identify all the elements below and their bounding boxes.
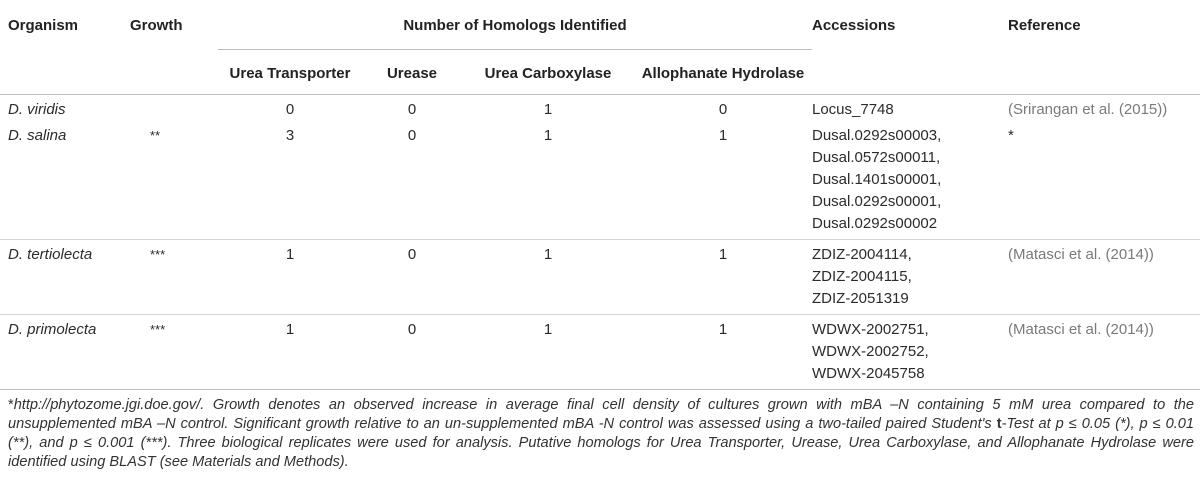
- table-footnote: [8, 396, 1194, 472]
- organism-cell: D. salina: [8, 127, 67, 144]
- urea-transporter-cell: 3: [285, 127, 295, 144]
- urease-cell: 0: [407, 127, 417, 144]
- footnote-url: http://phytozome.jgi.doe.gov/: [13, 397, 201, 413]
- reference-cell: *: [1008, 127, 1014, 144]
- footnote-divider: [0, 389, 1200, 390]
- table-row: [0, 315, 1200, 389]
- allophanate-hydrolase-cell: 1: [718, 246, 728, 263]
- growth-cell: ***: [150, 322, 166, 337]
- accessions-cell: [812, 125, 1008, 240]
- accession-item: Dusal.0292s00001,: [812, 193, 942, 210]
- accessions-cell: [812, 240, 1008, 315]
- urea-transporter-cell: 1: [285, 246, 295, 263]
- table-row: [0, 240, 1200, 315]
- organism-cell: D. tertiolecta: [8, 246, 93, 263]
- header-accessions: Accessions: [812, 17, 896, 34]
- organism-cell: D. viridis: [8, 101, 66, 118]
- table-row: [0, 95, 1200, 125]
- urease-cell: 0: [407, 321, 417, 338]
- reference-cell: (Srirangan et al. (2015)): [1008, 101, 1168, 118]
- urease-cell: 0: [407, 246, 417, 263]
- header-allophanate-hydrolase: Allophanate Hydrolase: [634, 50, 812, 95]
- organism-cell: D. primolecta: [8, 321, 97, 338]
- header-row: [0, 0, 1200, 50]
- header-growth: Growth: [130, 17, 183, 34]
- reference-cell: (Matasci et al. (2014)): [1008, 321, 1154, 338]
- accession-item: Dusal.0292s00002: [812, 215, 938, 232]
- header-organism: Organism: [8, 17, 79, 34]
- urea-carboxylase-cell: 1: [543, 101, 553, 118]
- header-reference: Reference: [1008, 17, 1081, 34]
- urea-carboxylase-cell: 1: [543, 321, 553, 338]
- accessions-cell: [812, 315, 1008, 389]
- urea-carboxylase-cell: 1: [543, 127, 553, 144]
- accession-item: Dusal.1401s00001,: [812, 171, 942, 188]
- table-row: [0, 125, 1200, 240]
- allophanate-hydrolase-cell: 1: [718, 127, 728, 144]
- accession-item: WDWX-2002752,: [812, 343, 929, 360]
- allophanate-hydrolase-cell: 1: [718, 321, 728, 338]
- accession-item: WDWX-2002751,: [812, 321, 929, 338]
- accession-item: ZDIZ-2004114,: [812, 246, 912, 263]
- footnote-t: t: [996, 416, 1002, 432]
- accession-item: ZDIZ-2051319: [812, 290, 909, 307]
- footnote-text-b: -Test at p ≤ 0.05 (*), p ≤ 0.01 (**), and p ≤ 0.001 (***). Three biological replicates were used for analysis. Putative homologs for Urea Transporter, Urease, Urea Carboxylase, and Allophanate Hydrolase were identified using BLAST (see Materials and Methods).: [8, 416, 1194, 470]
- reference-cell: (Matasci et al. (2014)): [1008, 246, 1154, 263]
- urea-transporter-cell: 0: [285, 101, 295, 118]
- footnote-star: *: [8, 397, 14, 413]
- accession-item: Dusal.0572s00011,: [812, 149, 941, 166]
- accession-item: WDWX-2045758: [812, 365, 925, 382]
- urea-transporter-cell: 1: [285, 321, 295, 338]
- accessions-cell: [812, 95, 1008, 125]
- header-urea-transporter: Urea Transporter: [218, 50, 362, 95]
- urease-cell: 0: [407, 101, 417, 118]
- allophanate-hydrolase-cell: 0: [718, 101, 728, 118]
- header-urea-carboxylase: Urea Carboxylase: [462, 50, 634, 95]
- header-group-title: Number of Homologs Identified: [403, 17, 627, 34]
- accession-item: ZDIZ-2004115,: [812, 268, 912, 285]
- accession-item: Locus_7748: [812, 101, 894, 118]
- header-urease: Urease: [362, 50, 462, 95]
- urea-carboxylase-cell: 1: [543, 246, 553, 263]
- footnote-text-a: . Growth denotes an observed increase in average final cell density of cultures grown with mBA –N containing 5 mM urea compared to the unsupplemented mBA –N control. Significant growth relative to an un-supplemented mBA -N control was assessed using a two-tailed paired Student's: [8, 397, 1194, 432]
- accession-item: Dusal.0292s00003,: [812, 127, 942, 144]
- growth-cell: [130, 95, 218, 125]
- growth-cell: **: [150, 128, 161, 143]
- growth-cell: ***: [150, 247, 166, 262]
